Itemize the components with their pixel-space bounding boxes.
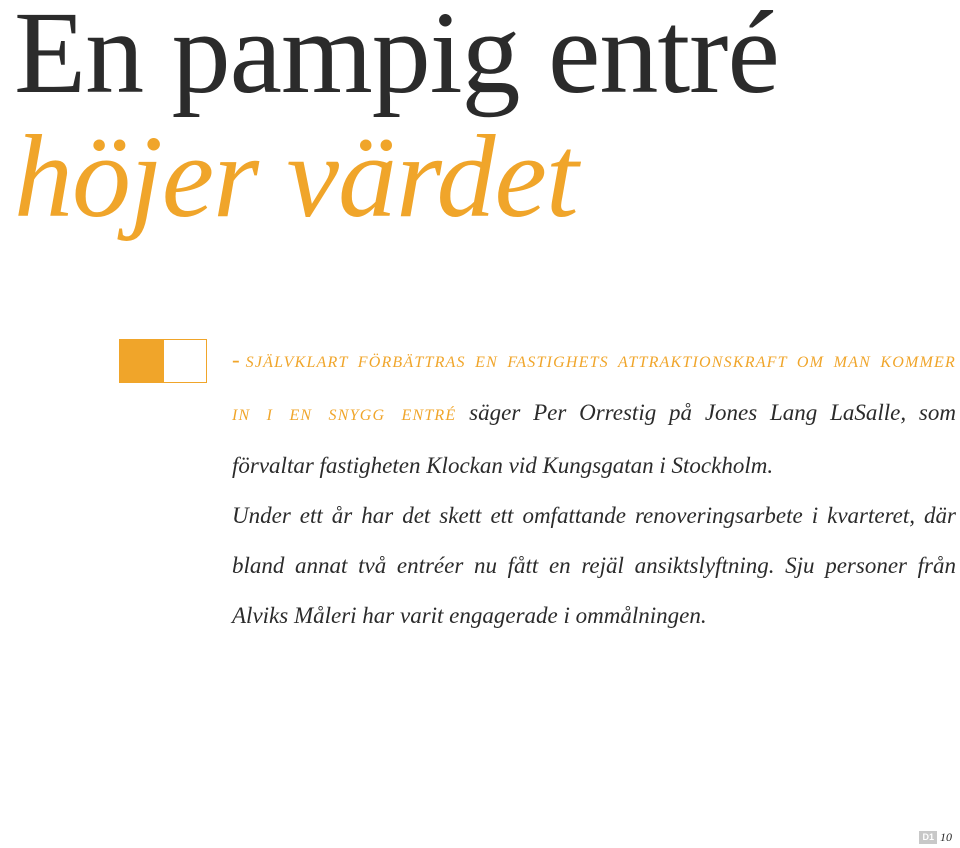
article-body bbox=[232, 335, 956, 641]
page-number: 10 bbox=[940, 830, 952, 844]
lead-dash: - bbox=[232, 347, 246, 372]
lead-paragraph bbox=[232, 335, 956, 491]
section-badge: D1 bbox=[919, 831, 937, 844]
page-folio bbox=[919, 830, 952, 845]
empty-square bbox=[164, 340, 206, 382]
decorative-squares bbox=[119, 339, 207, 383]
body-paragraph-2: Under ett år har det skett ett omfattande renoveringsarbete i kvarteret, där bland annat två entréer nu fått en rejäl ansiktslyftning. Sju personer från Alviks Måleri har varit engagerade i ommålningen. bbox=[232, 503, 956, 628]
lead-rest: säger Per Orrestig på Jones Lang LaSalle, som förvaltar fastigheten Klockan vid Kungsgatan i Stockholm. bbox=[232, 400, 956, 478]
headline-line-1: En pampig entré bbox=[14, 0, 779, 118]
filled-square bbox=[120, 340, 164, 382]
lead-caps: SJÄLVKLART FÖRBÄTTRAS EN FASTIGHETS ATTRAKTIONSKRAFT OM MAN KOMMER IN I EN SNYGG ENTRÉ bbox=[232, 354, 956, 424]
headline-line-2: höjer värdet bbox=[14, 111, 578, 242]
